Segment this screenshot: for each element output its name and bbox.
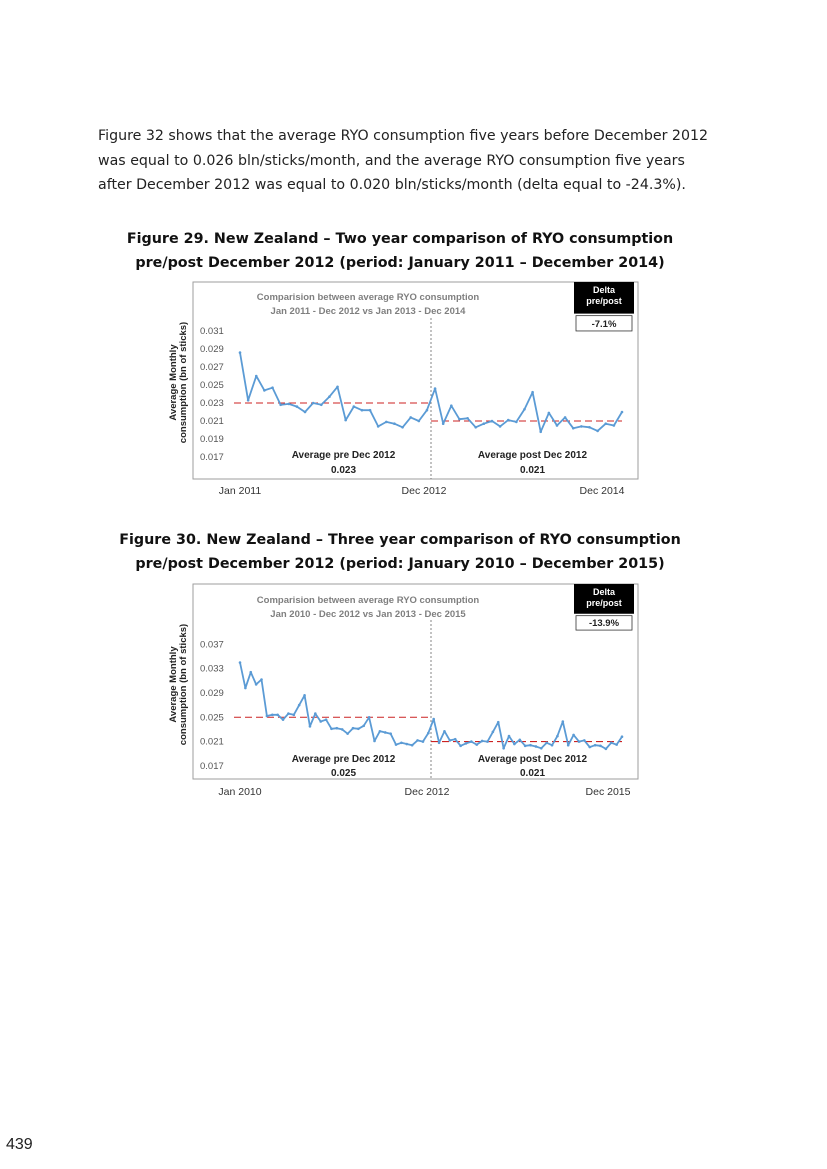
data-point (621, 735, 624, 738)
data-point (244, 687, 247, 690)
data-point (249, 671, 252, 674)
data-point (239, 351, 242, 354)
data-point (583, 739, 586, 742)
y-tick-label: 0.023 (200, 398, 224, 409)
data-point (427, 732, 430, 735)
figure-title-line: pre/post December 2012 (period: January 2011 – December 2014) (135, 255, 665, 271)
delta-header-line: Delta (592, 587, 616, 597)
data-point (344, 419, 347, 422)
data-point (562, 720, 565, 723)
data-point (361, 409, 364, 412)
data-point (341, 728, 344, 731)
data-point (545, 742, 548, 745)
avg-post-label: Average post Dec 2012 (477, 450, 588, 461)
chart-title-line: Jan 2010 - Dec 2012 vs Jan 2013 - Dec 2015 (270, 609, 466, 620)
figure-29-chart (160, 278, 640, 498)
data-point (551, 744, 554, 747)
data-point (499, 425, 502, 428)
data-point (491, 420, 494, 423)
data-point (282, 718, 285, 721)
y-tick-label: 0.033 (200, 663, 224, 675)
data-point (599, 745, 602, 748)
data-point (580, 425, 583, 428)
data-point (613, 424, 616, 427)
y-tick-label: 0.025 (200, 380, 224, 391)
data-point (325, 718, 328, 721)
y-tick-label: 0.017 (200, 452, 224, 463)
data-point (523, 408, 526, 411)
data-point (352, 727, 355, 730)
data-point (377, 425, 380, 428)
avg-post-value: 0.021 (519, 465, 546, 476)
y-tick-label: 0.031 (200, 326, 224, 337)
avg-post-value: 0.021 (519, 768, 546, 779)
delta-value: -7.1% (591, 318, 617, 330)
data-point (418, 420, 421, 423)
figure-30-chart (160, 582, 640, 800)
delta-header-line: pre/post (586, 598, 622, 608)
x-tick-label: Dec 2015 (585, 786, 631, 798)
data-point (578, 740, 581, 743)
data-point (319, 720, 322, 723)
data-point (497, 721, 500, 724)
data-point (336, 386, 339, 389)
data-point (405, 743, 408, 746)
figure-title-line: Figure 30. New Zealand – Three year comparison of RYO consumption (119, 532, 681, 548)
data-point (320, 404, 323, 407)
data-point (271, 714, 274, 717)
data-point (409, 416, 412, 419)
data-point (434, 387, 437, 390)
chart-title-line: Comparision between average RYO consumption (256, 595, 480, 606)
line-chart (160, 582, 640, 800)
data-point (615, 743, 618, 746)
data-point (474, 426, 477, 429)
y-tick-label: 0.019 (200, 434, 224, 445)
data-point (422, 740, 425, 743)
data-point (540, 747, 543, 750)
y-tick-label: 0.025 (200, 712, 224, 724)
data-point (556, 424, 559, 427)
data-point (426, 409, 429, 412)
data-point (389, 732, 392, 735)
intro-line: was equal to 0.026 bln/sticks/month, and the average RYO consumption five years (98, 152, 685, 169)
data-point (531, 391, 534, 394)
data-point (303, 694, 306, 697)
data-point (556, 735, 559, 738)
figure-30-title (60, 528, 740, 576)
data-point (572, 427, 575, 430)
data-point (605, 748, 608, 751)
avg-pre-label: Average pre Dec 2012 (291, 450, 396, 461)
data-point (287, 712, 290, 715)
x-tick-label: Dec 2012 (401, 485, 447, 497)
y-tick-label: 0.037 (200, 639, 224, 651)
y-axis-label (168, 322, 189, 443)
data-point (502, 747, 505, 750)
avg-pre-value: 0.023 (330, 465, 357, 476)
data-point (465, 742, 468, 745)
data-point (287, 403, 290, 406)
figure-29-title (60, 227, 740, 275)
chart-title-line: Jan 2011 - Dec 2012 vs Jan 2013 - Dec 2014 (270, 306, 466, 317)
data-point (564, 416, 567, 419)
data-point (596, 430, 599, 433)
y-axis-label-line: Average Monthly (168, 344, 179, 421)
y-tick-label: 0.029 (200, 687, 224, 699)
data-point (346, 732, 349, 735)
y-axis-label (168, 624, 189, 745)
delta-value: -13.9% (588, 618, 620, 630)
data-point (362, 724, 365, 727)
data-point (539, 431, 542, 434)
data-point (459, 745, 462, 748)
data-point (518, 738, 521, 741)
y-tick-label: 0.027 (200, 362, 224, 373)
x-tick-label: Dec 2014 (579, 485, 625, 497)
data-point (470, 740, 473, 743)
data-point (379, 730, 382, 733)
data-point (481, 740, 484, 743)
x-tick-label: Dec 2012 (404, 786, 450, 798)
data-point (357, 728, 360, 731)
data-point (604, 422, 607, 425)
y-tick-label: 0.021 (200, 736, 224, 748)
data-point (588, 746, 591, 749)
data-point (442, 422, 445, 425)
chart-title-line: Comparision between average RYO consumption (256, 292, 480, 303)
data-point (524, 745, 527, 748)
data-point (293, 714, 296, 717)
data-point (369, 409, 372, 412)
data-point (449, 739, 452, 742)
avg-post-label: Average post Dec 2012 (477, 754, 588, 765)
avg-pre-label: Average pre Dec 2012 (291, 754, 396, 765)
data-point (276, 714, 279, 717)
line-chart (160, 278, 640, 498)
delta-header-line: Delta (592, 285, 616, 295)
data-point (328, 395, 331, 398)
data-point (309, 725, 312, 728)
data-point (454, 738, 457, 741)
y-tick-label: 0.029 (200, 344, 224, 355)
page-number: 439 (6, 1136, 33, 1153)
data-point (279, 404, 282, 407)
data-point (263, 389, 266, 392)
data-point (395, 743, 398, 746)
data-point (255, 375, 258, 378)
data-point (492, 731, 495, 734)
data-point (486, 740, 489, 743)
data-point (458, 418, 461, 421)
data-point (567, 744, 570, 747)
data-point (271, 386, 274, 389)
data-point (401, 426, 404, 429)
x-tick-label: Jan 2011 (218, 485, 262, 497)
data-point (594, 744, 597, 747)
data-point (572, 734, 575, 737)
data-point (384, 731, 387, 734)
y-axis-label-line: consumption (bn of sticks) (178, 321, 189, 444)
data-point (239, 661, 242, 664)
x-tick-label: Jan 2010 (218, 786, 262, 798)
data-point (352, 405, 355, 408)
data-point (373, 740, 376, 743)
data-point (336, 727, 339, 730)
data-point (513, 743, 516, 746)
intro-line: Figure 32 shows that the average RYO consumption five years before December 2012 (98, 128, 709, 144)
data-point (255, 683, 258, 686)
delta-header-line: pre/post (586, 296, 622, 306)
y-tick-label: 0.021 (200, 416, 224, 427)
y-tick-label: 0.017 (200, 760, 224, 772)
data-point (314, 712, 317, 715)
data-point (312, 402, 315, 405)
y-axis-label-line: Average Monthly (168, 646, 179, 723)
data-point (411, 744, 414, 747)
data-point (400, 742, 403, 745)
data-point (416, 739, 419, 742)
data-point (298, 704, 301, 707)
data-point (432, 718, 435, 721)
data-point (247, 399, 250, 402)
data-point (535, 745, 538, 748)
data-point (443, 730, 446, 733)
data-point (393, 422, 396, 425)
figure-title-line: Figure 29. New Zealand – Two year comparison of RYO consumption (126, 231, 674, 247)
data-point (266, 715, 269, 718)
data-point (475, 743, 478, 746)
data-point (304, 411, 307, 414)
figure-title-line: pre/post December 2012 (period: January 2010 – December 2015) (135, 556, 665, 572)
data-point (260, 678, 263, 681)
data-point (450, 404, 453, 407)
intro-paragraph (98, 124, 718, 198)
y-axis-label-line: consumption (bn of sticks) (178, 623, 189, 746)
data-point (610, 742, 613, 745)
data-point (330, 728, 333, 731)
data-point (296, 405, 299, 408)
data-point (507, 419, 510, 422)
data-point (515, 421, 518, 424)
data-point (368, 716, 371, 719)
data-point (588, 426, 591, 429)
data-point (438, 742, 441, 745)
avg-pre-value: 0.025 (330, 768, 357, 779)
data-point (466, 417, 469, 420)
data-point (621, 411, 624, 414)
data-point (483, 422, 486, 425)
data-point (385, 421, 388, 424)
intro-line: after December 2012 was equal to 0.020 bln/sticks/month (delta equal to -24.3%). (98, 177, 686, 193)
data-point (548, 412, 551, 415)
data-point (508, 735, 511, 738)
data-point (529, 744, 532, 747)
